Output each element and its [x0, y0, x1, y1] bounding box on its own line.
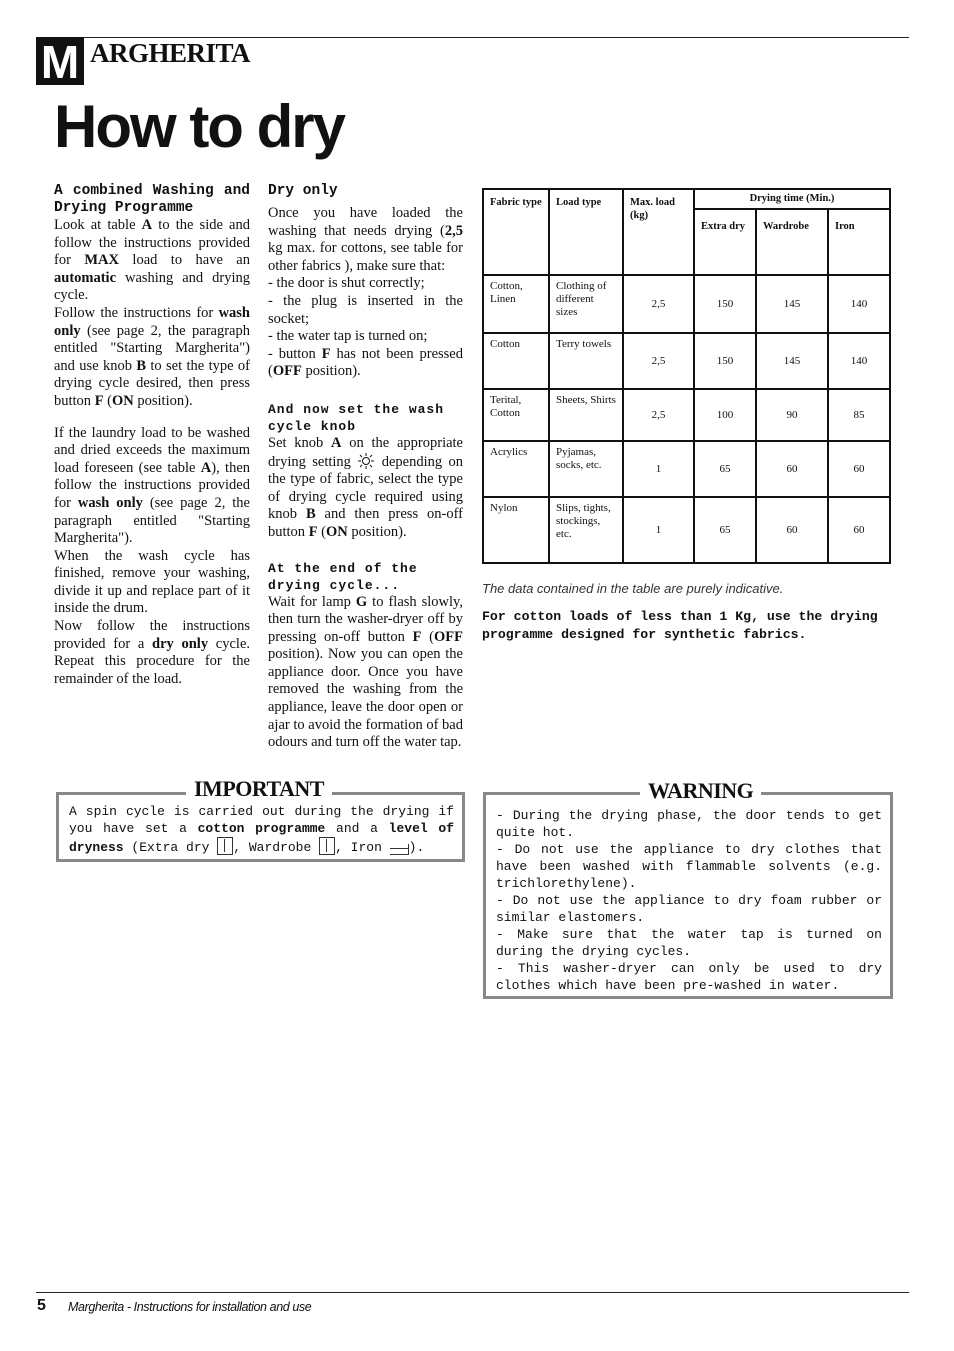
cotton-note: For cotton loads of less than 1 Kg, use the drying programme designed for synthetic fabrics.	[482, 609, 878, 642]
text-run: B	[136, 357, 147, 374]
paragraph	[268, 435, 463, 542]
text-run: Follow the instructions for	[54, 304, 219, 321]
sun-icon	[357, 453, 375, 469]
table-cell: Terry towels	[549, 333, 623, 389]
table-cell: Acrylics	[483, 441, 549, 497]
text-run: A	[200, 459, 212, 476]
paragraph	[54, 548, 250, 618]
text-run: Look at table	[54, 217, 142, 233]
paragraph	[54, 618, 250, 688]
text-run: - the plug is inserted in the socket;	[268, 292, 463, 327]
text-run: on the appropriate drying setting	[268, 434, 463, 470]
table-cell: 150	[694, 275, 756, 333]
text-run: ON	[326, 523, 348, 540]
warning-label: WARNING	[640, 778, 761, 804]
table-cell: Nylon	[483, 497, 549, 563]
text-run: washing and drying cycle.	[54, 269, 250, 304]
table-cell: 140	[828, 275, 890, 333]
table-header: Drying time (Min.)	[694, 189, 890, 209]
text-run: Wait for lamp	[268, 593, 356, 610]
text-run: F	[94, 392, 104, 409]
list-item	[268, 293, 463, 328]
paragraph	[54, 217, 250, 305]
table-cell: 100	[694, 389, 756, 441]
important-label: IMPORTANT	[186, 776, 332, 802]
drying-time-table	[482, 188, 891, 564]
text-run: dry only	[152, 635, 209, 652]
table-cell: 140	[828, 333, 890, 389]
text-run: ), then follow the instructions provided for	[54, 459, 250, 511]
column-dry-only	[268, 183, 463, 752]
text-run: (see page 2, the paragraph entitled "Starting Margherita").	[54, 494, 250, 547]
text-run: level of dryness	[69, 821, 454, 855]
table-cell: 60	[828, 497, 890, 563]
text-run: position).	[347, 523, 407, 540]
text-run: wash only	[54, 304, 250, 339]
text-run: depending on the type of fabric, select the type of drying cycle required using knob	[268, 453, 463, 523]
table-header: Fabric type	[483, 189, 549, 275]
brand-name: ARGHERITA	[90, 38, 251, 68]
table-cell: Sheets, Shirts	[549, 389, 623, 441]
wardrobe-icon	[319, 837, 335, 855]
extra-dry-icon	[217, 837, 233, 855]
text-run: (see page 2, the paragraph entitled "Starting Margherita") and use knob	[54, 322, 250, 374]
table-header: Max. load (kg)	[623, 189, 694, 275]
paragraph	[54, 305, 250, 411]
text-run: OFF	[433, 628, 463, 645]
text-run: ON	[112, 392, 134, 409]
table-row	[483, 389, 890, 441]
table-cell: Terital, Cotton	[483, 389, 549, 441]
text-run: and then press on-off button	[268, 506, 463, 540]
text-run: A spin cycle is carried out during the drying if you have set a	[69, 804, 454, 836]
text-run: A	[141, 217, 153, 233]
page-title: How to dry	[54, 93, 344, 160]
table-cell: 2,5	[623, 333, 694, 389]
text-run: position).	[133, 392, 193, 409]
text-run: F	[321, 345, 331, 362]
table-cell: 65	[694, 497, 756, 563]
table-cell: 65	[694, 441, 756, 497]
list-item	[268, 346, 463, 381]
text-run: - the door is shut correctly;	[268, 275, 425, 292]
table-cell: 60	[756, 497, 828, 563]
table-cell: 145	[756, 275, 828, 333]
paragraph	[54, 425, 250, 548]
text-run: and a	[325, 821, 389, 836]
text-run: F	[308, 523, 318, 540]
table-cell: 1	[623, 441, 694, 497]
table-cell: 85	[828, 389, 890, 441]
table-cell: 2,5	[623, 389, 694, 441]
table-header: Wardrobe	[756, 209, 828, 275]
important-box	[56, 792, 465, 862]
table-cell: Slips, tights, stockings, etc.	[549, 497, 623, 563]
text-run: ).	[408, 840, 425, 855]
text-run: B	[305, 506, 316, 523]
warning-item: - Do not use the appliance to dry foam rubber or similar elastomers.	[496, 893, 882, 925]
table-cell: Pyjamas, socks, etc.	[549, 441, 623, 497]
text-run: OFF	[272, 363, 302, 380]
table-cell: 150	[694, 333, 756, 389]
footer-rule	[36, 1292, 909, 1293]
text-run: If the laundry load to be washed and dried exceeds the maximum load foreseen (see table	[54, 424, 250, 476]
table-row	[483, 275, 890, 333]
page-number: 5	[37, 1297, 46, 1314]
section-heading-set-knob: And now set the wash cycle knob	[268, 401, 445, 434]
text-run: Once you have loaded the washing that needs drying (	[268, 205, 463, 239]
text-run: cotton programme	[197, 821, 326, 836]
table-header: Iron	[828, 209, 890, 275]
text-run: - the water tap is turned on;	[268, 328, 428, 345]
table-cell: Cotton	[483, 333, 549, 389]
text-run: kg max. for cottons, see table for other fabrics ), make sure that:	[268, 240, 463, 274]
warning-item: - Make sure that the water tap is turned on during the drying cycles.	[496, 927, 882, 959]
table-row	[483, 441, 890, 497]
list-item	[268, 275, 463, 293]
text-run: Now follow the instructions provided for a	[54, 618, 250, 652]
footer-text: Margherita - Instructions for installation and use	[68, 1300, 312, 1314]
table-cell: Clothing of different sizes	[549, 275, 623, 333]
text-run: cycle. Repeat this procedure for the remainder of the load.	[54, 635, 250, 687]
text-run: - button	[268, 345, 322, 362]
table-cell: 145	[756, 333, 828, 389]
paragraph	[268, 594, 463, 752]
text-run: automatic	[54, 269, 117, 286]
checklist	[268, 275, 463, 381]
section-heading-combined: A combined Washing and Drying Programme	[54, 183, 250, 216]
text-run: to flash slowly, then turn the washer-dryer off by pressing on-off button	[268, 593, 463, 645]
section-heading-dry-only: Dry only	[268, 183, 338, 199]
table-cell: 90	[756, 389, 828, 441]
text-run: , Iron	[335, 840, 390, 855]
table-header: Extra dry	[694, 209, 756, 275]
text-run: Set knob	[268, 434, 332, 451]
paragraph	[268, 205, 463, 275]
table-header: Load type	[549, 189, 623, 275]
iron-icon	[390, 844, 409, 855]
text-run: 2,5	[444, 222, 463, 239]
text-run: When the wash cycle has finished, remove your washing, divide it up and replace part of it inside the drum.	[54, 547, 250, 617]
text-run: position). Now you can open the appliance door. Once you have removed the washing from the appliance, leave the door open or ajar to avoid the formation of bad odours and turn off the water tap.	[268, 646, 463, 751]
text-run: to the side and follow the instructions provided for	[54, 217, 250, 269]
warning-item: - During the drying phase, the door tends to get quite hot.	[496, 808, 882, 840]
text-run: , Wardrobe	[233, 840, 320, 855]
section-heading-end-cycle: At the end of the drying cycle...	[268, 560, 418, 593]
text-run: to set the type of drying cycle desired, then press button	[54, 357, 250, 409]
text-run: MAX	[84, 252, 119, 269]
text-run: F	[412, 628, 422, 645]
table-row	[483, 497, 890, 563]
text-run: position).	[301, 363, 361, 380]
table-row	[483, 333, 890, 389]
important-text	[69, 803, 454, 856]
table-cell: Cotton, Linen	[483, 275, 549, 333]
text-run: has not been pressed (	[268, 345, 463, 380]
table-footnote: The data contained in the table are purely indicative.	[482, 581, 784, 596]
text-run: (	[103, 392, 113, 409]
text-run: wash only	[77, 494, 143, 511]
text-run: G	[355, 593, 368, 610]
table-body	[483, 275, 890, 563]
table-cell: 60	[828, 441, 890, 497]
warning-item: - Do not use the appliance to dry clothes that have been washed with flammable solvents (e.g. trichlorethylene).	[496, 842, 882, 891]
table-cell: 2,5	[623, 275, 694, 333]
text-run: A	[331, 434, 342, 451]
table-cell: 1	[623, 497, 694, 563]
brand-logo: M	[36, 37, 84, 85]
warning-item: - This washer-dryer can only be used to dry clothes which have been pre-washed in water.	[496, 961, 882, 993]
text-run: (Extra dry	[123, 840, 218, 855]
table-cell: 60	[756, 441, 828, 497]
text-run: (	[421, 628, 434, 645]
warning-box	[483, 792, 893, 999]
list-item	[268, 328, 463, 346]
text-run: (	[317, 523, 327, 540]
text-run: load to have an	[118, 252, 250, 269]
column-combined	[54, 183, 250, 688]
